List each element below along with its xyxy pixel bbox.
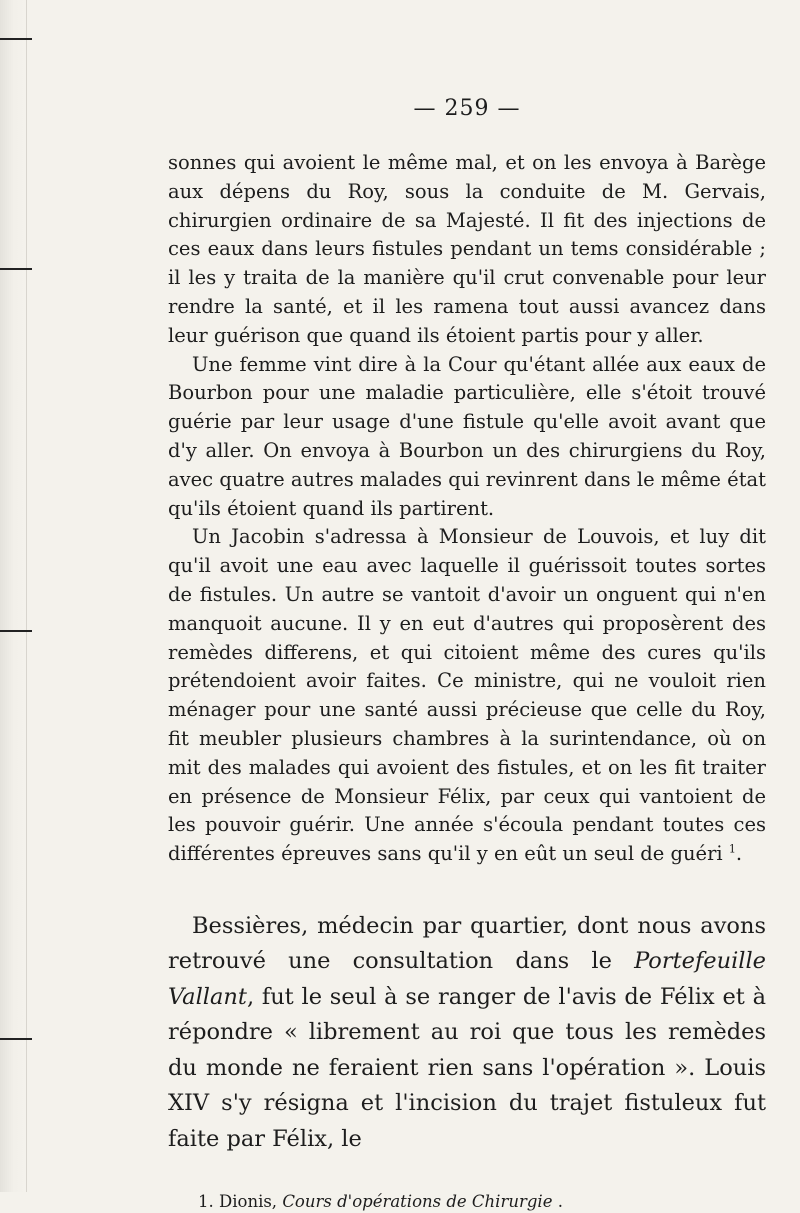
binding-mark [0,630,32,632]
commentary-text-2: , fut le seul à se ranger de l'avis de Félix et à répondre « librement au roi que tous les remèdes du monde ne feraient rien sans l'opération ». Louis XIV s'y résigna et l'incision du trajet fistuleux fut faite par Félix, le [168,983,766,1152]
page-number: — 259 — [413,96,521,121]
quote-paragraph-2: Une femme vint dire à la Cour qu'étant allée aux eaux de Bourbon pour une maladie particulière, elle s'étoit trouvé guérie par leur usage d'une fistule qu'elle avoit avant que d'y aller. On envoya à Bourbon un des chirurgiens du Roy, avec quatre autres malades qui revinrent dans le même état qu'ils étoient quand ils partirent. [168,352,766,520]
quoted-passage [168,149,766,869]
binding-mark [0,1038,32,1040]
footnote-author: Dionis, [219,1192,283,1212]
quote-paragraph-1: sonnes qui avoient le même mal, et on les envoya à Barège aux dépens du Roy, sous la conduite de M. Gervais, chirurgien ordinaire de sa Majesté. Il fit des injections de ces eaux dans leurs fistules pendant un tems considérable ; il les y traita de la manière qu'il crut convenable pour leur rendre la santé, et il les ramena tout aussi avancez dans leur guérison que quand ils étoient partis pour y aller. [168,151,766,347]
quote-paragraph-3 [168,523,766,869]
commentary-title-italic: Portefeuille Vallant [168,948,766,1010]
footnote-number: 1. [198,1192,214,1212]
commentary-text-1: Bessières, médecin par quartier, dont nous avons retrouvé une consultation dans le [168,912,766,975]
footnote-title-italic: Cours d'opérations de Chirurgie [282,1192,553,1212]
footnote [168,1191,766,1213]
footnote-reference[interactable]: 1 [728,842,736,856]
quote-paragraph-3-end: . [735,842,743,866]
binding-mark [0,268,32,270]
commentary-paragraph [168,909,766,1158]
book-page [168,96,766,1213]
binding-mark [0,38,32,40]
quote-paragraph-3-text: Un Jacobin s'adressa à Monsieur de Louvois, et luy dit qu'il avoit une eau avec laquelle il guérissoit toutes sortes de fistules. Un autre se vantoit d'avoir un onguent qui n'en manquoit aucune. Il y en eut d'autres qui proposèrent des remèdes differens, et qui citoient même des cures qu'ils prétendoient avoir faites. Ce ministre, qui ne vouloit rien ménager pour une santé aussi précieuse que celle du Roy, fit meubler plusieurs chambres à la surintendance, où on mit des malades qui avoient des fistules, et on les fit traiter en présence de Monsieur Félix, par ceux qui vantoient de les pouvoir guérir. Une année s'écoula pendant toutes ces différentes épreuves sans qu'il y en eût un seul de guéri [168,525,766,866]
page-binding-edge [0,0,27,1192]
commentary-section [168,909,766,1158]
footnote-end: . [557,1192,563,1212]
